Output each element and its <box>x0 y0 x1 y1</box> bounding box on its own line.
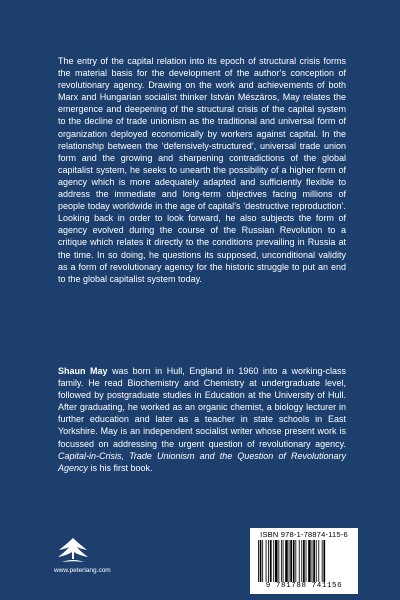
barcode-bar <box>278 540 279 582</box>
barcode-bar <box>281 540 282 582</box>
author-bio-text-2: is his first book. <box>88 462 153 473</box>
barcode-bar <box>322 540 323 582</box>
barcode-bar <box>285 540 288 582</box>
barcode-bar <box>266 540 267 582</box>
barcode-panel <box>250 528 358 594</box>
barcode-bar <box>295 540 296 582</box>
barcode-bar <box>260 540 262 582</box>
barcode-bar <box>299 540 300 582</box>
book-title: Capital-in-Crisis, Trade Unionism and the Question of Revolutionary Agency <box>58 450 346 473</box>
back-cover-blurb: The entry of the capital relation into its epoch of structural crisis forms the material basis for the development of the author’s conception of revolutionary agency. Drawing on the work and achievements of both Marx and Hungarian socialist thinker István Mészáros, May relates the emergence and deepening of the structural crisis of the capital system to the decline of trade unionism as the traditional and universal form of organization deployed economically by workers against capital. In the relationship between the ‘defensively-structured’, universal trade union form and the growing and sharpening contradictions of the global capitalist system, he seeks to unearth the possibility of a higher form of agency which is more adequately adapted and sufficiently flexible to address the immediate and long-term objectives facing millions of people today worldwide in the age of capital’s ‘destructive reproduction’. Looking back in order to look forward, he also subjects the form of agency evolved during the course of the Russian Revolution to a critique which relates it directly to the conditions prevailing in Russia at the time. In so doing, he questions its supposed, unconditional validity as a form of revolutionary agency for the historic struggle to put an end to the global capitalist system today. <box>58 56 346 284</box>
barcode-bar <box>289 540 290 582</box>
publisher-url: www.peterlang.com <box>54 567 111 574</box>
barcode-bar <box>283 540 284 582</box>
barcode-bar <box>323 540 325 582</box>
barcode-bar <box>258 540 259 582</box>
barcode-bar <box>318 540 319 582</box>
barcode-bar <box>308 540 311 582</box>
barcode-bar <box>268 540 269 582</box>
barcode-bar <box>312 540 313 582</box>
barcode-digits: 9 781788 741156 <box>265 582 343 590</box>
publisher-logo-icon <box>56 536 90 566</box>
author-name: Shaun May <box>58 366 108 376</box>
barcode-bar <box>290 540 292 582</box>
barcode-icon <box>256 540 352 582</box>
barcode-bar <box>301 540 302 582</box>
barcode-bar <box>313 540 315 582</box>
isbn-label: ISBN 978-1-78874-115-6 <box>260 530 348 539</box>
barcode-bar <box>275 540 278 582</box>
barcode-bar <box>270 540 272 582</box>
barcode-bar <box>306 540 307 582</box>
author-bio-text-1: was born in Hull, England in 1960 into a working-class family. He read Biochemistry and Chemistry at undergraduate level, followed by postgraduate studies in Education at the University of Hull. After graduating, he worked as an organic chemist, a biology lecturer in further education and later as a teacher in state schools in East Yorkshire. May is an independent socialist writer whose present work is focussed on addressing the urgent question of revolutionary agency. <box>58 366 346 449</box>
barcode-bar <box>316 540 317 582</box>
barcode-bar <box>262 540 263 582</box>
barcode-bar <box>303 540 305 582</box>
author-bio <box>58 365 346 474</box>
barcode-bar <box>293 540 295 582</box>
barcode-bar <box>273 540 274 582</box>
